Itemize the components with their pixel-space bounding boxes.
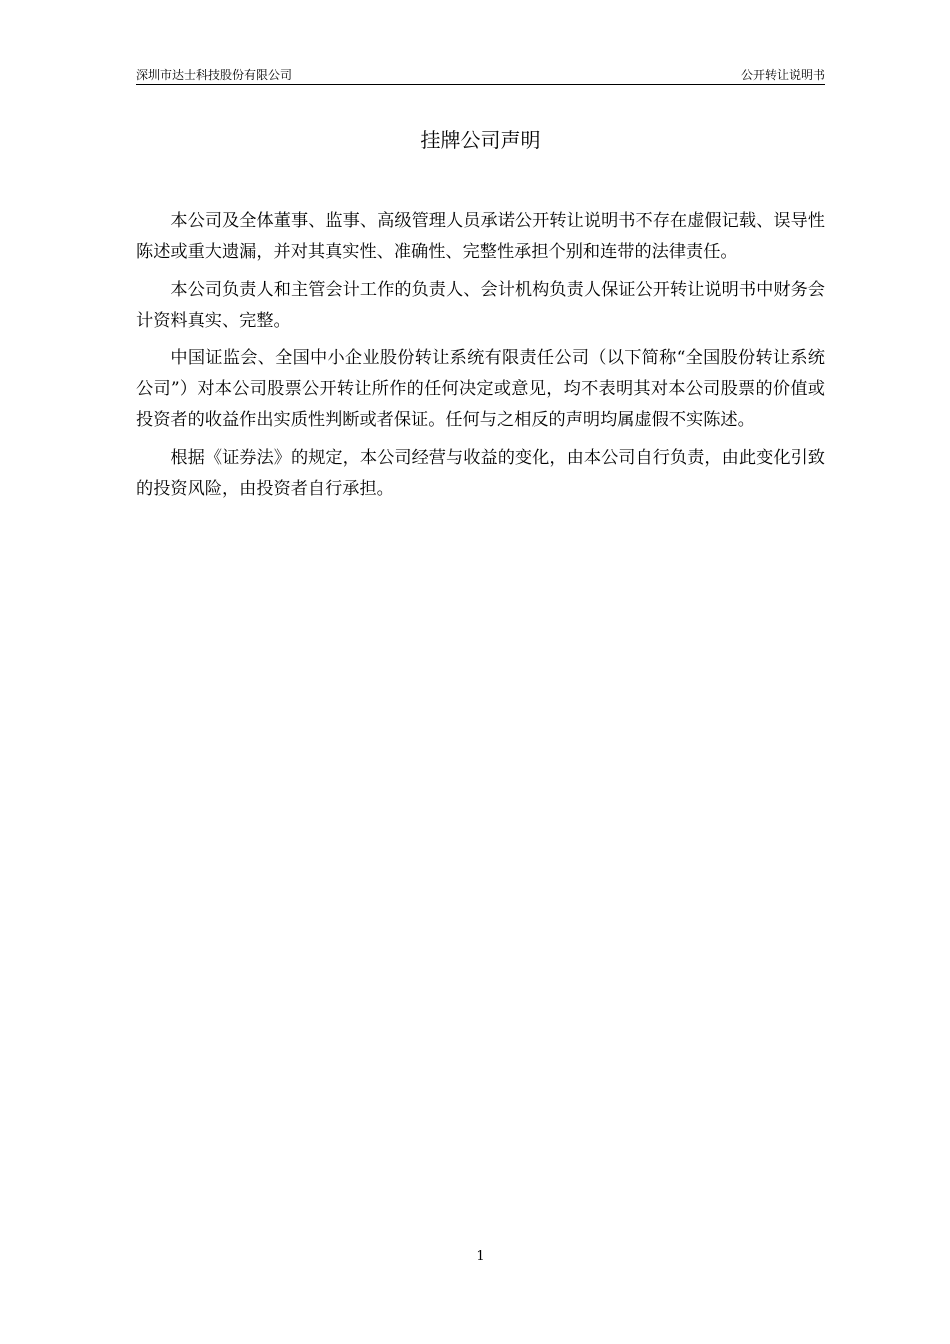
statement-paragraph: 中国证监会、全国中小企业股份转让系统有限责任公司（以下简称“全国股份转让系统公司”）对本公司股票公开转让所作的任何决定或意见，均不表明其对本公司股票的价值或投资者的收益作出实质性判断或者保证。任何与之相反的声明均属虚假不实陈述。 (136, 348, 825, 430)
statement-paragraph: 本公司负责人和主管会计工作的负责人、会计机构负责人保证公开转让说明书中财务会计资料真实、完整。 (136, 280, 825, 331)
statement-paragraph: 本公司及全体董事、监事、高级管理人员承诺公开转让说明书不存在虚假记载、误导性陈述或重大遗漏，并对其真实性、准确性、完整性承担个别和连带的法律责任。 (136, 211, 825, 262)
statement-body (136, 206, 825, 505)
page-number: 1 (476, 1249, 485, 1264)
page-title: 挂牌公司声明 (420, 128, 541, 152)
statement-paragraph: 根据《证券法》的规定，本公司经营与收益的变化，由本公司自行负责，由此变化引致的投资风险，由投资者自行承担。 (136, 448, 825, 499)
header-company-name: 深圳市达士科技股份有限公司 (136, 68, 293, 82)
header-document-name: 公开转让说明书 (740, 68, 825, 82)
page-header (136, 66, 825, 85)
